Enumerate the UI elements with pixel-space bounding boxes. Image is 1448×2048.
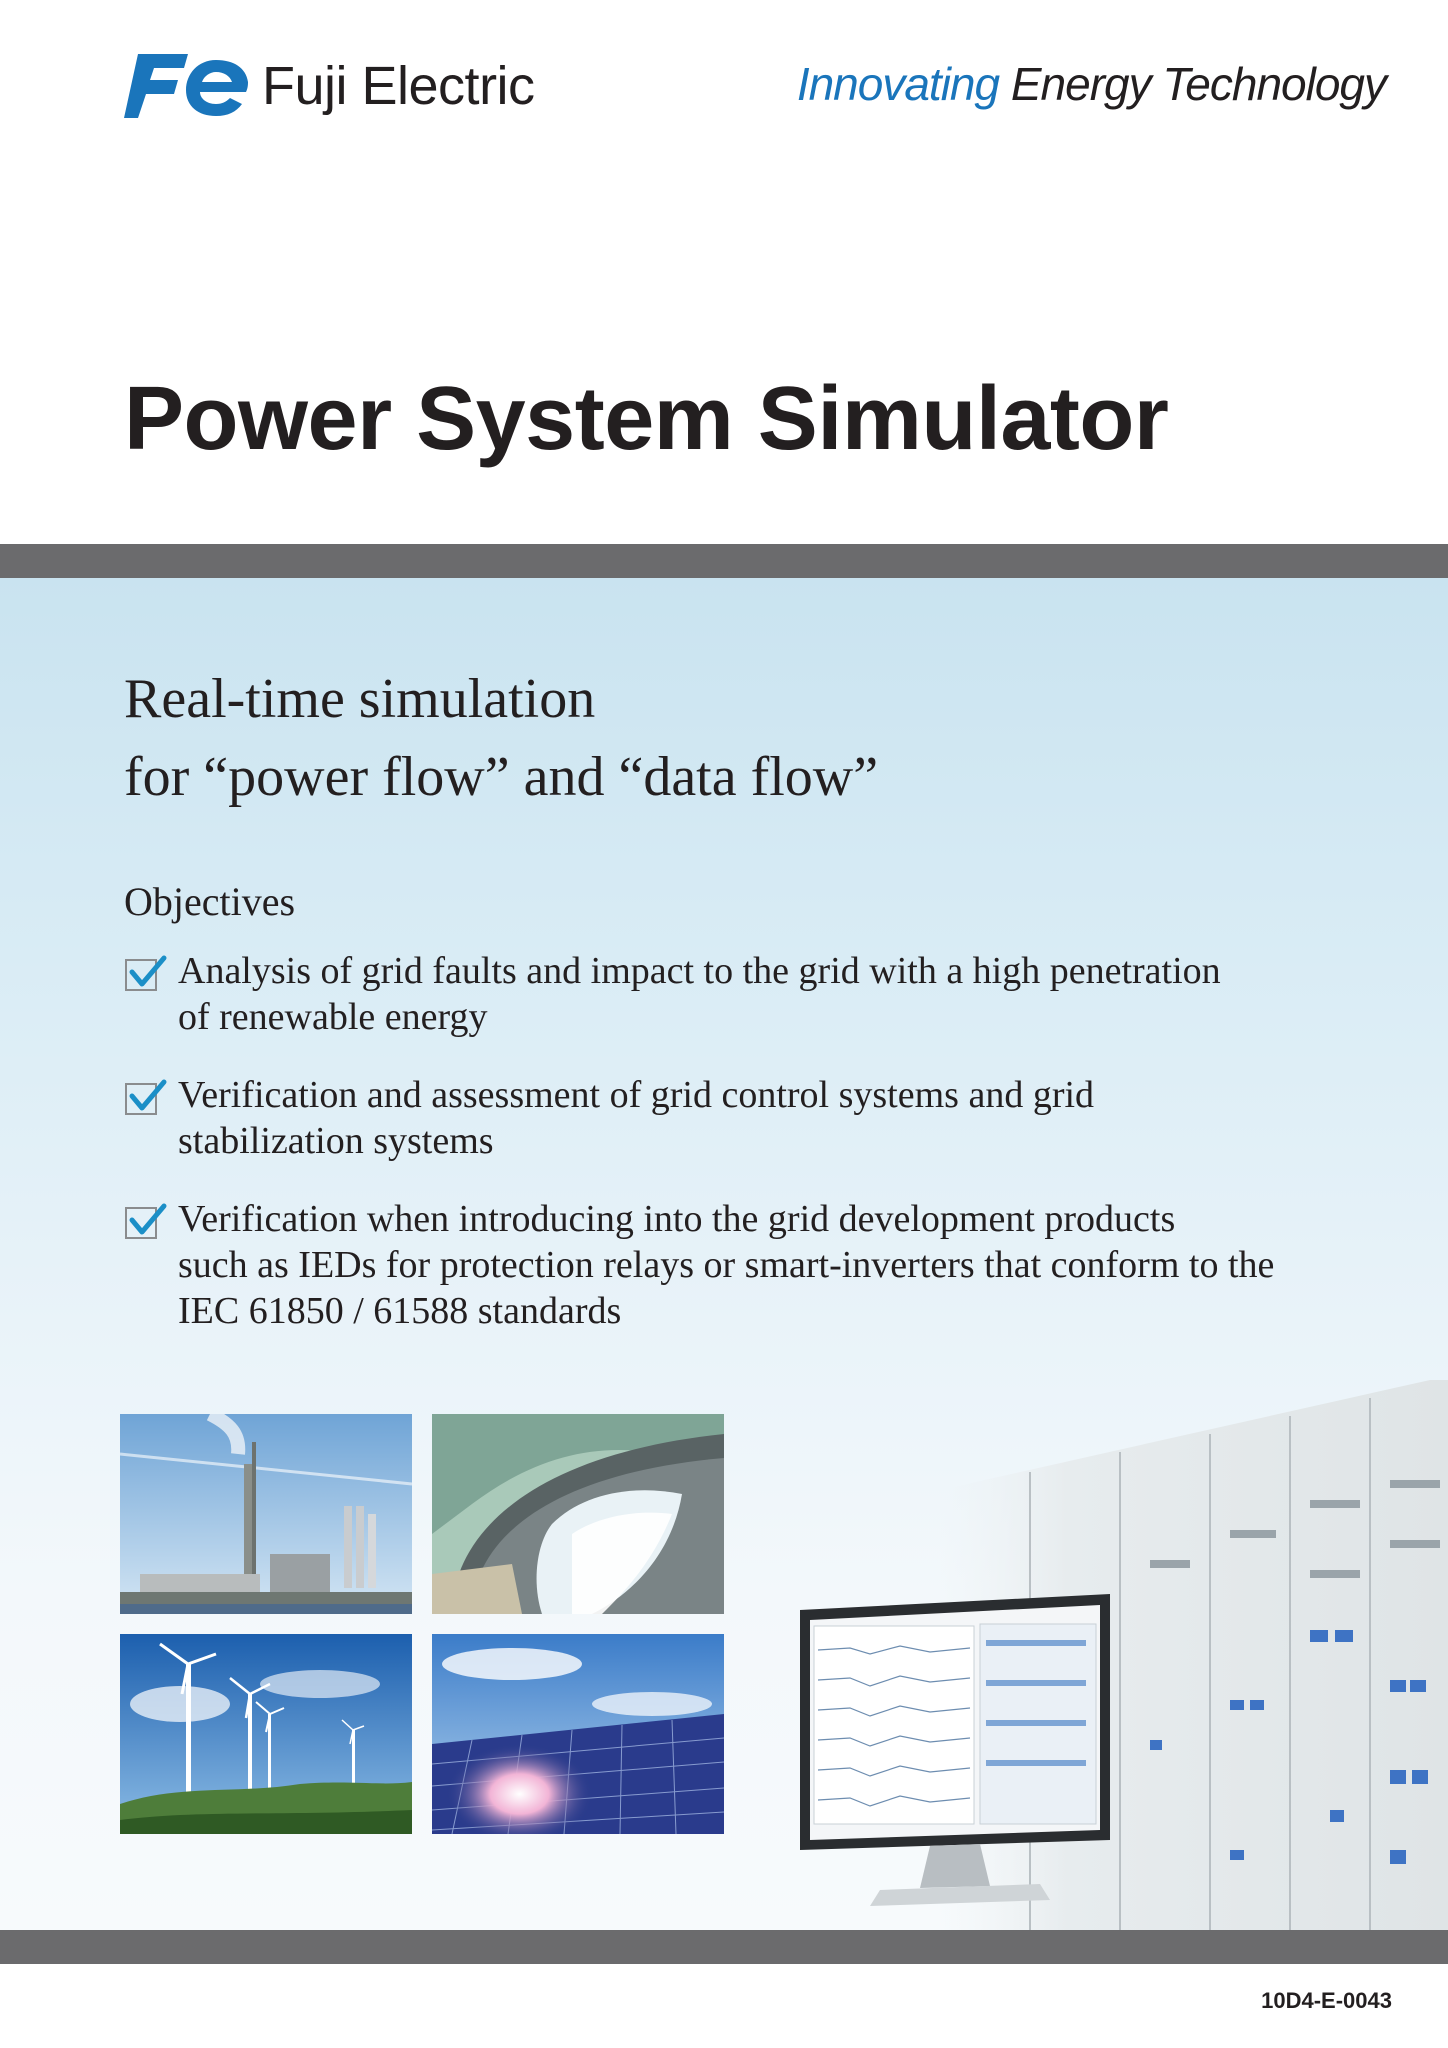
objective-text: Verification and assessment of grid control systems and grid stabilization systems xyxy=(178,1074,1095,1162)
solar-panels-photo xyxy=(432,1634,724,1834)
brand-name: Fuji Electric xyxy=(262,56,535,116)
fuji-electric-logo-icon xyxy=(124,48,252,120)
checkbox-icon xyxy=(124,1078,168,1118)
tagline-innovating: Innovating xyxy=(796,58,1000,110)
objective-text: Verification when introducing into the grid development products such as IEDs for protection relays or smart-inverters that conform to the IEC 61850 / 61588 standards xyxy=(178,1198,1275,1332)
checkbox-icon xyxy=(124,954,168,994)
top-divider-band xyxy=(0,544,1448,578)
page-title: Power System Simulator xyxy=(124,369,1169,469)
subtitle-line-2: for “power flow” and “data flow” xyxy=(124,746,879,808)
document-number: 10D4-E-0043 xyxy=(1261,1988,1392,2013)
fuji-electric-logo xyxy=(124,48,584,124)
simulator-equipment-photo xyxy=(790,1380,1448,1930)
objective-text: Analysis of grid faults and impact to the grid with a high penetration of renewable energy xyxy=(178,950,1221,1038)
tagline-energy-technology: Energy Technology xyxy=(1010,58,1386,110)
checkbox-icon xyxy=(124,1202,168,1242)
hydro-dam-photo xyxy=(432,1414,724,1614)
objectives-heading: Objectives xyxy=(124,879,296,924)
tagline xyxy=(797,56,1386,112)
thermal-power-plant-photo xyxy=(120,1414,412,1614)
wind-turbines-photo xyxy=(120,1634,412,1834)
subtitle xyxy=(124,660,878,816)
bottom-divider-band xyxy=(0,1930,1448,1964)
subtitle-line-1: Real-time simulation xyxy=(124,668,596,730)
